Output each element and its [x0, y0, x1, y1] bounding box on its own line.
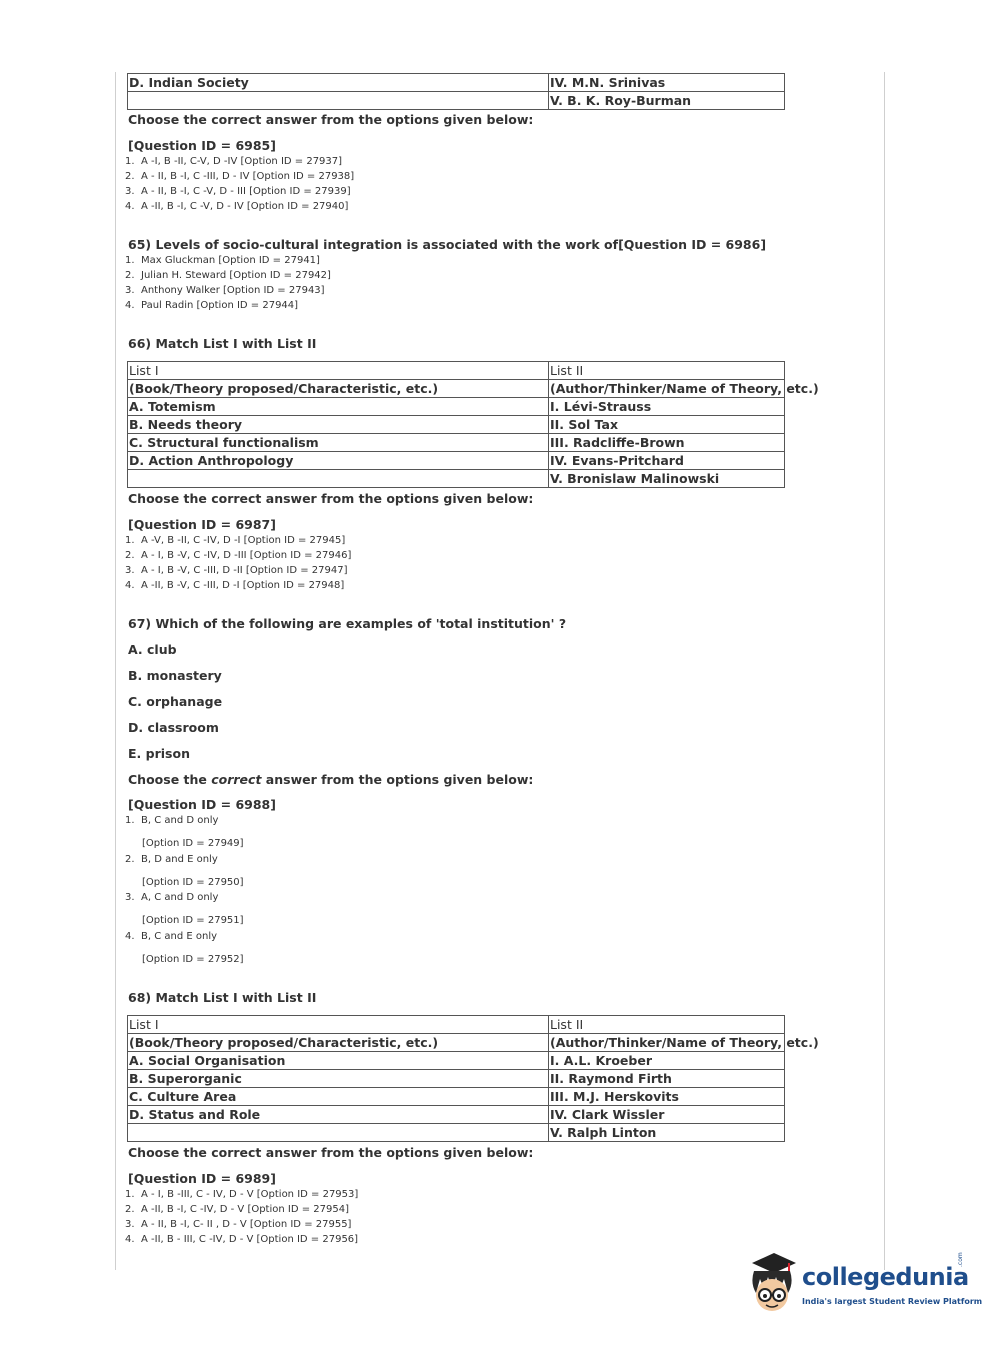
table-cell: II. Raymond Firth: [549, 1070, 785, 1088]
option-number: 2.: [125, 270, 135, 281]
option-number: 2.: [125, 171, 135, 182]
option-item: [125, 201, 348, 212]
choose-instruction: [128, 772, 533, 787]
option-number: 2.: [125, 550, 135, 561]
option-item: [125, 171, 354, 182]
option-text: A - I, B -III, C - IV, D - V [Option ID = 27953]: [141, 1189, 359, 1200]
option-item: [125, 815, 218, 826]
match-table-q64: [127, 73, 785, 110]
table-row: [128, 1052, 785, 1070]
choose-instruction: Choose the correct answer from the options given below:: [128, 112, 534, 127]
option-number: 3.: [125, 892, 135, 903]
question-id: [Question ID = 6989]: [128, 1171, 276, 1186]
option-text: A - II, B -I, C -V, D - III [Option ID = 27939]: [141, 186, 351, 197]
option-id: [Option ID = 27949]: [142, 838, 244, 849]
collegedunia-logo[interactable]: [742, 1249, 983, 1319]
table-row: [128, 434, 785, 452]
choose-instruction: Choose the correct answer from the options given below:: [128, 491, 534, 506]
option-item: [125, 285, 325, 296]
option-item: [125, 931, 217, 942]
question-title: 68) Match List I with List II: [128, 990, 317, 1005]
table-row: [128, 1070, 785, 1088]
option-id: [Option ID = 27952]: [142, 954, 244, 965]
choose-post: answer from the options given below:: [261, 772, 534, 787]
table-row: [128, 380, 785, 398]
table-cell: D. Status and Role: [128, 1106, 549, 1124]
table-cell: (Author/Thinker/Name of Theory, etc.): [550, 381, 819, 396]
option-number: 1.: [125, 1189, 135, 1200]
match-table-q68: [127, 1015, 819, 1142]
table-row: [128, 74, 785, 92]
table-cell: V. B. K. Roy-Burman: [549, 92, 785, 110]
option-text: Julian H. Steward [Option ID = 27942]: [141, 270, 331, 281]
option-item: [125, 270, 331, 281]
table-row: [128, 1106, 785, 1124]
table-row: [128, 362, 785, 380]
table-cell: V. Ralph Linton: [549, 1124, 785, 1142]
option-item: [125, 565, 347, 576]
option-item: [125, 580, 344, 591]
option-item: [125, 255, 320, 266]
table-cell: III. M.J. Herskovits: [549, 1088, 785, 1106]
option-item: [125, 535, 345, 546]
table-row: [128, 1124, 785, 1142]
option-text: A -II, B -V, C -III, D -I [Option ID = 27948]: [141, 580, 345, 591]
option-number: 4.: [125, 1234, 135, 1245]
question-title: 67) Which of the following are examples of 'total institution' ?: [128, 616, 567, 631]
table-cell: I. Lévi-Strauss: [549, 398, 785, 416]
table-cell: (Book/Theory proposed/Characteristic, etc.): [128, 380, 549, 398]
option-text: Paul Radin [Option ID = 27944]: [141, 300, 299, 311]
option-number: 1.: [125, 255, 135, 266]
option-item: [125, 1204, 349, 1215]
mascot-icon: [742, 1249, 802, 1319]
table-cell: [128, 1124, 549, 1142]
table-row: [128, 452, 785, 470]
option-text: A - II, B -I, C -III, D - IV [Option ID = 27938]: [141, 171, 355, 182]
option-item: [125, 186, 351, 197]
option-text: Max Gluckman [Option ID = 27941]: [141, 255, 320, 266]
table-cell: (Book/Theory proposed/Characteristic, etc.): [128, 1034, 549, 1052]
table-cell: II. Sol Tax: [549, 416, 785, 434]
option-text: A -II, B -I, C -IV, D - V [Option ID = 27954]: [141, 1204, 349, 1215]
statement-item: D. classroom: [128, 720, 219, 735]
option-number: 1.: [125, 815, 135, 826]
logo-dotcom: .com: [957, 1252, 964, 1267]
option-number: 3.: [125, 285, 135, 296]
option-number: 2.: [125, 1204, 135, 1215]
right-margin-line: [884, 72, 885, 1270]
option-number: 3.: [125, 186, 135, 197]
table-cell: C. Structural functionalism: [128, 434, 549, 452]
option-id: [Option ID = 27950]: [142, 877, 244, 888]
table-cell: III. Radcliffe-Brown: [549, 434, 785, 452]
table-row: [128, 416, 785, 434]
option-number: 4.: [125, 580, 135, 591]
option-text: A -II, B -I, C -V, D - IV [Option ID = 27940]: [141, 201, 349, 212]
question-title: 66) Match List I with List II: [128, 336, 317, 351]
left-margin-line: [115, 72, 116, 1270]
statement-item: E. prison: [128, 746, 190, 761]
table-cell: (Author/Thinker/Name of Theory, etc.): [550, 1035, 819, 1050]
table-cell: [128, 470, 549, 488]
statement-item: A. club: [128, 642, 177, 657]
table-cell: B. Superorganic: [128, 1070, 549, 1088]
option-number: 4.: [125, 931, 135, 942]
option-item: [125, 1234, 358, 1245]
option-item: [125, 156, 342, 167]
table-cell: D. Indian Society: [128, 74, 549, 92]
table-cell: List II: [549, 1016, 785, 1034]
option-text: A -I, B -II, C-V, D -IV [Option ID = 27937]: [141, 156, 343, 167]
logo-tagline: India's largest Student Review Platform: [802, 1297, 983, 1306]
option-text: Anthony Walker [Option ID = 27943]: [141, 285, 325, 296]
option-text: A -II, B - III, C -IV, D - V [Option ID = 27956]: [141, 1234, 359, 1245]
table-cell: C. Culture Area: [128, 1088, 549, 1106]
option-number: 1.: [125, 156, 135, 167]
option-text: A - I, B -V, C -IV, D -III [Option ID = 27946]: [141, 550, 352, 561]
option-text: A -V, B -II, C -IV, D -I [Option ID = 27945]: [141, 535, 346, 546]
option-number: 3.: [125, 565, 135, 576]
choose-instruction: Choose the correct answer from the options given below:: [128, 1145, 534, 1160]
table-cell: IV. M.N. Srinivas: [549, 74, 785, 92]
table-row: [128, 398, 785, 416]
table-row: [128, 92, 785, 110]
option-item: [125, 1219, 351, 1230]
option-text: A - II, B -I, C- II , D - V [Option ID = 27955]: [141, 1219, 352, 1230]
option-item: [125, 854, 218, 865]
table-row: [128, 1016, 785, 1034]
table-cell: I. A.L. Kroeber: [549, 1052, 785, 1070]
option-text: B, C and D only: [141, 815, 219, 826]
option-text: A - I, B -V, C -III, D -II [Option ID = 27947]: [141, 565, 348, 576]
table-row: [128, 470, 785, 488]
choose-pre: Choose the: [128, 772, 212, 787]
option-number: 3.: [125, 1219, 135, 1230]
option-item: [125, 892, 218, 903]
option-number: 4.: [125, 300, 135, 311]
table-cell: List I: [128, 362, 549, 380]
logo-wordmark: collegedunia: [802, 1263, 969, 1291]
option-number: 4.: [125, 201, 135, 212]
question-id: [Question ID = 6985]: [128, 138, 276, 153]
table-row: [128, 1088, 785, 1106]
table-cell: IV. Clark Wissler: [549, 1106, 785, 1124]
table-cell: IV. Evans-Pritchard: [549, 452, 785, 470]
option-item: [125, 550, 351, 561]
table-cell: [128, 92, 549, 110]
table-cell: A. Social Organisation: [128, 1052, 549, 1070]
table-cell: D. Action Anthropology: [128, 452, 549, 470]
statement-item: B. monastery: [128, 668, 222, 683]
option-text: B, D and E only: [141, 854, 218, 865]
table-cell: List I: [128, 1016, 549, 1034]
option-item: [125, 1189, 358, 1200]
question-id: [Question ID = 6988]: [128, 797, 276, 812]
option-text: B, C and E only: [141, 931, 218, 942]
choose-emphasis: correct: [211, 772, 262, 787]
table-row: [128, 1034, 785, 1052]
option-number: 1.: [125, 535, 135, 546]
option-id: [Option ID = 27951]: [142, 915, 244, 926]
table-cell: A. Totemism: [128, 398, 549, 416]
statement-item: C. orphanage: [128, 694, 223, 709]
table-cell: B. Needs theory: [128, 416, 549, 434]
option-number: 2.: [125, 854, 135, 865]
option-item: [125, 300, 298, 311]
question-id: [Question ID = 6987]: [128, 517, 276, 532]
table-cell: List II: [549, 362, 785, 380]
match-table-q66: [127, 361, 819, 488]
option-text: A, C and D only: [141, 892, 219, 903]
question-title: 65) Levels of socio-cultural integration is associated with the work of[Question ID = 6986]: [128, 237, 767, 252]
table-cell: V. Bronislaw Malinowski: [549, 470, 785, 488]
